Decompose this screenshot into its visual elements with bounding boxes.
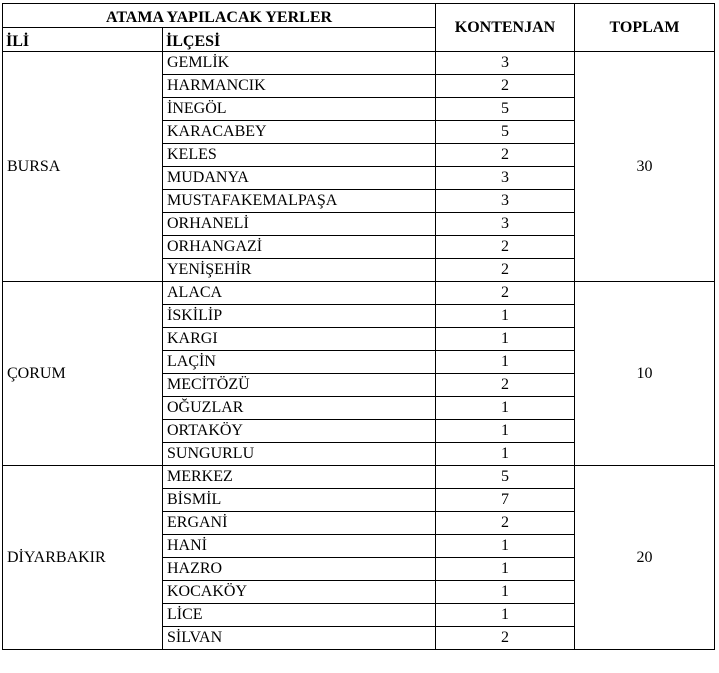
table-row [3, 282, 715, 305]
quota-cell: 7 [436, 489, 575, 512]
quota-cell: 1 [436, 443, 575, 466]
district-cell: ERGANİ [163, 512, 436, 535]
quota-cell: 2 [436, 282, 575, 305]
header-group-title: ATAMA YAPILACAK YERLER [3, 4, 436, 28]
district-cell: MECİTÖZÜ [163, 374, 436, 397]
table-row [3, 52, 715, 75]
district-cell: SİLVAN [163, 627, 436, 650]
district-cell: HANİ [163, 535, 436, 558]
district-cell: KARGI [163, 328, 436, 351]
quota-cell: 2 [436, 512, 575, 535]
quota-cell: 1 [436, 581, 575, 604]
quota-cell: 1 [436, 420, 575, 443]
quota-cell: 2 [436, 75, 575, 98]
quota-cell: 3 [436, 52, 575, 75]
total-cell: 20 [575, 466, 715, 650]
table-body [3, 52, 715, 650]
district-cell: MUSTAFAKEMALPAŞA [163, 190, 436, 213]
district-cell: ORTAKÖY [163, 420, 436, 443]
district-cell: MERKEZ [163, 466, 436, 489]
district-cell: GEMLİK [163, 52, 436, 75]
quota-cell: 1 [436, 535, 575, 558]
quota-cell: 2 [436, 374, 575, 397]
district-cell: İNEGÖL [163, 98, 436, 121]
header-quota: KONTENJAN [436, 4, 575, 52]
district-cell: YENİŞEHİR [163, 259, 436, 282]
quota-cell: 2 [436, 627, 575, 650]
quota-cell: 2 [436, 236, 575, 259]
province-cell: DİYARBAKIR [3, 466, 163, 650]
quota-cell: 1 [436, 328, 575, 351]
header-province: İLİ [3, 28, 163, 52]
district-cell: OĞUZLAR [163, 397, 436, 420]
header-district: İLÇESİ [163, 28, 436, 52]
district-cell: KARACABEY [163, 121, 436, 144]
quota-cell: 2 [436, 144, 575, 167]
quota-cell: 2 [436, 259, 575, 282]
province-cell: ÇORUM [3, 282, 163, 466]
district-cell: LİCE [163, 604, 436, 627]
quota-cell: 1 [436, 397, 575, 420]
quota-cell: 1 [436, 351, 575, 374]
assignment-table [2, 3, 715, 650]
header-total: TOPLAM [575, 4, 715, 52]
district-cell: HARMANCIK [163, 75, 436, 98]
quota-cell: 3 [436, 167, 575, 190]
quota-cell: 5 [436, 98, 575, 121]
quota-cell: 1 [436, 558, 575, 581]
district-cell: KELES [163, 144, 436, 167]
total-cell: 30 [575, 52, 715, 282]
province-cell: BURSA [3, 52, 163, 282]
quota-cell: 1 [436, 604, 575, 627]
district-cell: KOCAKÖY [163, 581, 436, 604]
district-cell: ORHANELİ [163, 213, 436, 236]
total-cell: 10 [575, 282, 715, 466]
quota-cell: 3 [436, 213, 575, 236]
district-cell: ALACA [163, 282, 436, 305]
table-row [3, 466, 715, 489]
district-cell: LAÇİN [163, 351, 436, 374]
quota-cell: 1 [436, 305, 575, 328]
district-cell: İSKİLİP [163, 305, 436, 328]
district-cell: BİSMİL [163, 489, 436, 512]
quota-cell: 5 [436, 121, 575, 144]
district-cell: MUDANYA [163, 167, 436, 190]
district-cell: HAZRO [163, 558, 436, 581]
district-cell: SUNGURLU [163, 443, 436, 466]
district-cell: ORHANGAZİ [163, 236, 436, 259]
quota-cell: 5 [436, 466, 575, 489]
quota-cell: 3 [436, 190, 575, 213]
